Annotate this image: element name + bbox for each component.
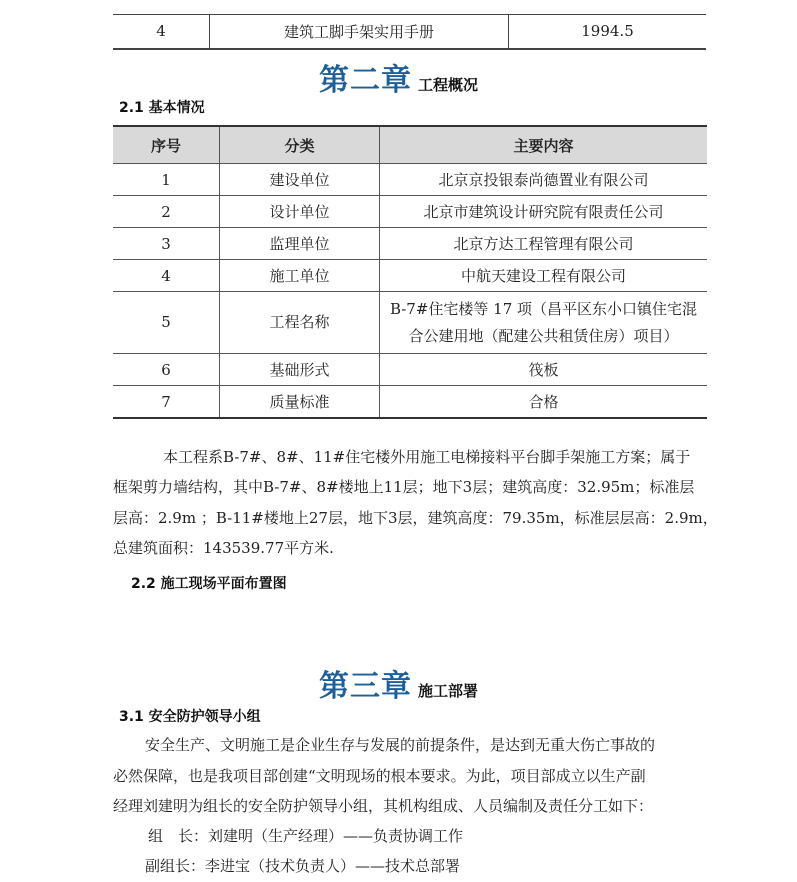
chapter-2-number: 第二章 xyxy=(318,63,412,98)
chapter-3-number: 第三章 xyxy=(318,669,412,704)
row-no: 3 xyxy=(113,228,220,260)
reference-table xyxy=(113,14,706,50)
section-3-1-heading: 3.1 安全防护领导小组 xyxy=(119,709,261,725)
table-row xyxy=(113,14,706,49)
table-row xyxy=(113,292,707,354)
row-category: 施工单位 xyxy=(220,260,380,292)
table-row xyxy=(113,354,707,386)
header-no: 序号 xyxy=(113,126,220,164)
overview-line-1: 本工程系B-7#、8#、11#住宅楼外用施工电梯接料平台脚手架施工方案；属于 xyxy=(163,448,691,466)
row-content-line-1: B-7#住宅楼等 17 项（昌平区东小口镇住宅混 xyxy=(389,299,698,318)
team-member-deputy: 副组长：李进宝（技术负责人）——技术总部署 xyxy=(145,857,461,875)
table-header-row xyxy=(113,126,707,164)
row-no: 7 xyxy=(113,386,220,419)
row-category: 设计单位 xyxy=(220,196,380,228)
basic-info-table xyxy=(113,125,707,419)
table-row xyxy=(113,386,707,419)
safety-line-1: 安全生产、文明施工是企业生存与发展的前提条件，是达到无重大伤亡事故的 xyxy=(145,736,656,754)
chapter-2-heading xyxy=(0,55,797,99)
chapter-2-title: 工程概况 xyxy=(417,76,478,94)
table-row xyxy=(113,196,707,228)
row-category: 建设单位 xyxy=(220,164,380,196)
row-content: 北京市建筑设计研究院有限责任公司 xyxy=(380,196,708,228)
row-category: 质量标准 xyxy=(220,386,380,419)
row-content: 中航天建设工程有限公司 xyxy=(380,260,708,292)
section-2-2-heading: 2.2 施工现场平面布置图 xyxy=(131,576,287,592)
row-no: 6 xyxy=(113,354,220,386)
row-category: 监理单位 xyxy=(220,228,380,260)
overview-line-2: 框架剪力墙结构，其中B-7#、8#楼地上11层；地下3层；建筑高度：32.95m；标准层 xyxy=(113,478,695,496)
row-no: 5 xyxy=(113,292,220,354)
row-content: 北京方达工程管理有限公司 xyxy=(380,228,708,260)
row-content-line-2: 合公建用地（配建公共租赁住房）项目） xyxy=(408,326,679,345)
section-2-1-heading: 2.1 基本情况 xyxy=(119,100,205,116)
ref-date: 1994.5 xyxy=(581,22,634,40)
chapter-3-heading xyxy=(0,661,797,705)
table-row xyxy=(113,164,707,196)
row-no: 1 xyxy=(113,164,220,196)
safety-line-2: 必然保障，也是我项目部创建“文明现场的根本要求。为此，项目部成立以生产副 xyxy=(113,767,646,785)
chapter-3-title: 施工部署 xyxy=(417,682,478,700)
header-content: 主要内容 xyxy=(380,126,708,164)
header-category: 分类 xyxy=(220,126,380,164)
row-content xyxy=(380,292,708,354)
table-row xyxy=(113,228,707,260)
ref-no: 4 xyxy=(113,14,210,49)
team-member-leader: 组 长：刘建明（生产经理）——负责协调工作 xyxy=(148,827,464,845)
row-content: 北京京投银泰尚德置业有限公司 xyxy=(380,164,708,196)
row-no: 2 xyxy=(113,196,220,228)
table-row xyxy=(113,260,707,292)
row-content: 合格 xyxy=(528,393,559,411)
ref-title: 建筑工脚手架实用手册 xyxy=(210,14,509,49)
row-no: 4 xyxy=(113,260,220,292)
overview-line-4: 总建筑面积：143539.77平方米. xyxy=(113,539,334,557)
safety-line-3: 经理刘建明为组长的安全防护领导小组，其机构组成、人员编制及责任分工如下： xyxy=(113,797,654,815)
row-content: 筏板 xyxy=(380,354,708,386)
row-category: 基础形式 xyxy=(220,354,380,386)
row-category: 工程名称 xyxy=(220,292,380,354)
overview-line-3: 层高：2.9m ；B-11#楼地上27层，地下3层，建筑高度：79.35m，标准层层高：2.9m， xyxy=(113,509,718,527)
